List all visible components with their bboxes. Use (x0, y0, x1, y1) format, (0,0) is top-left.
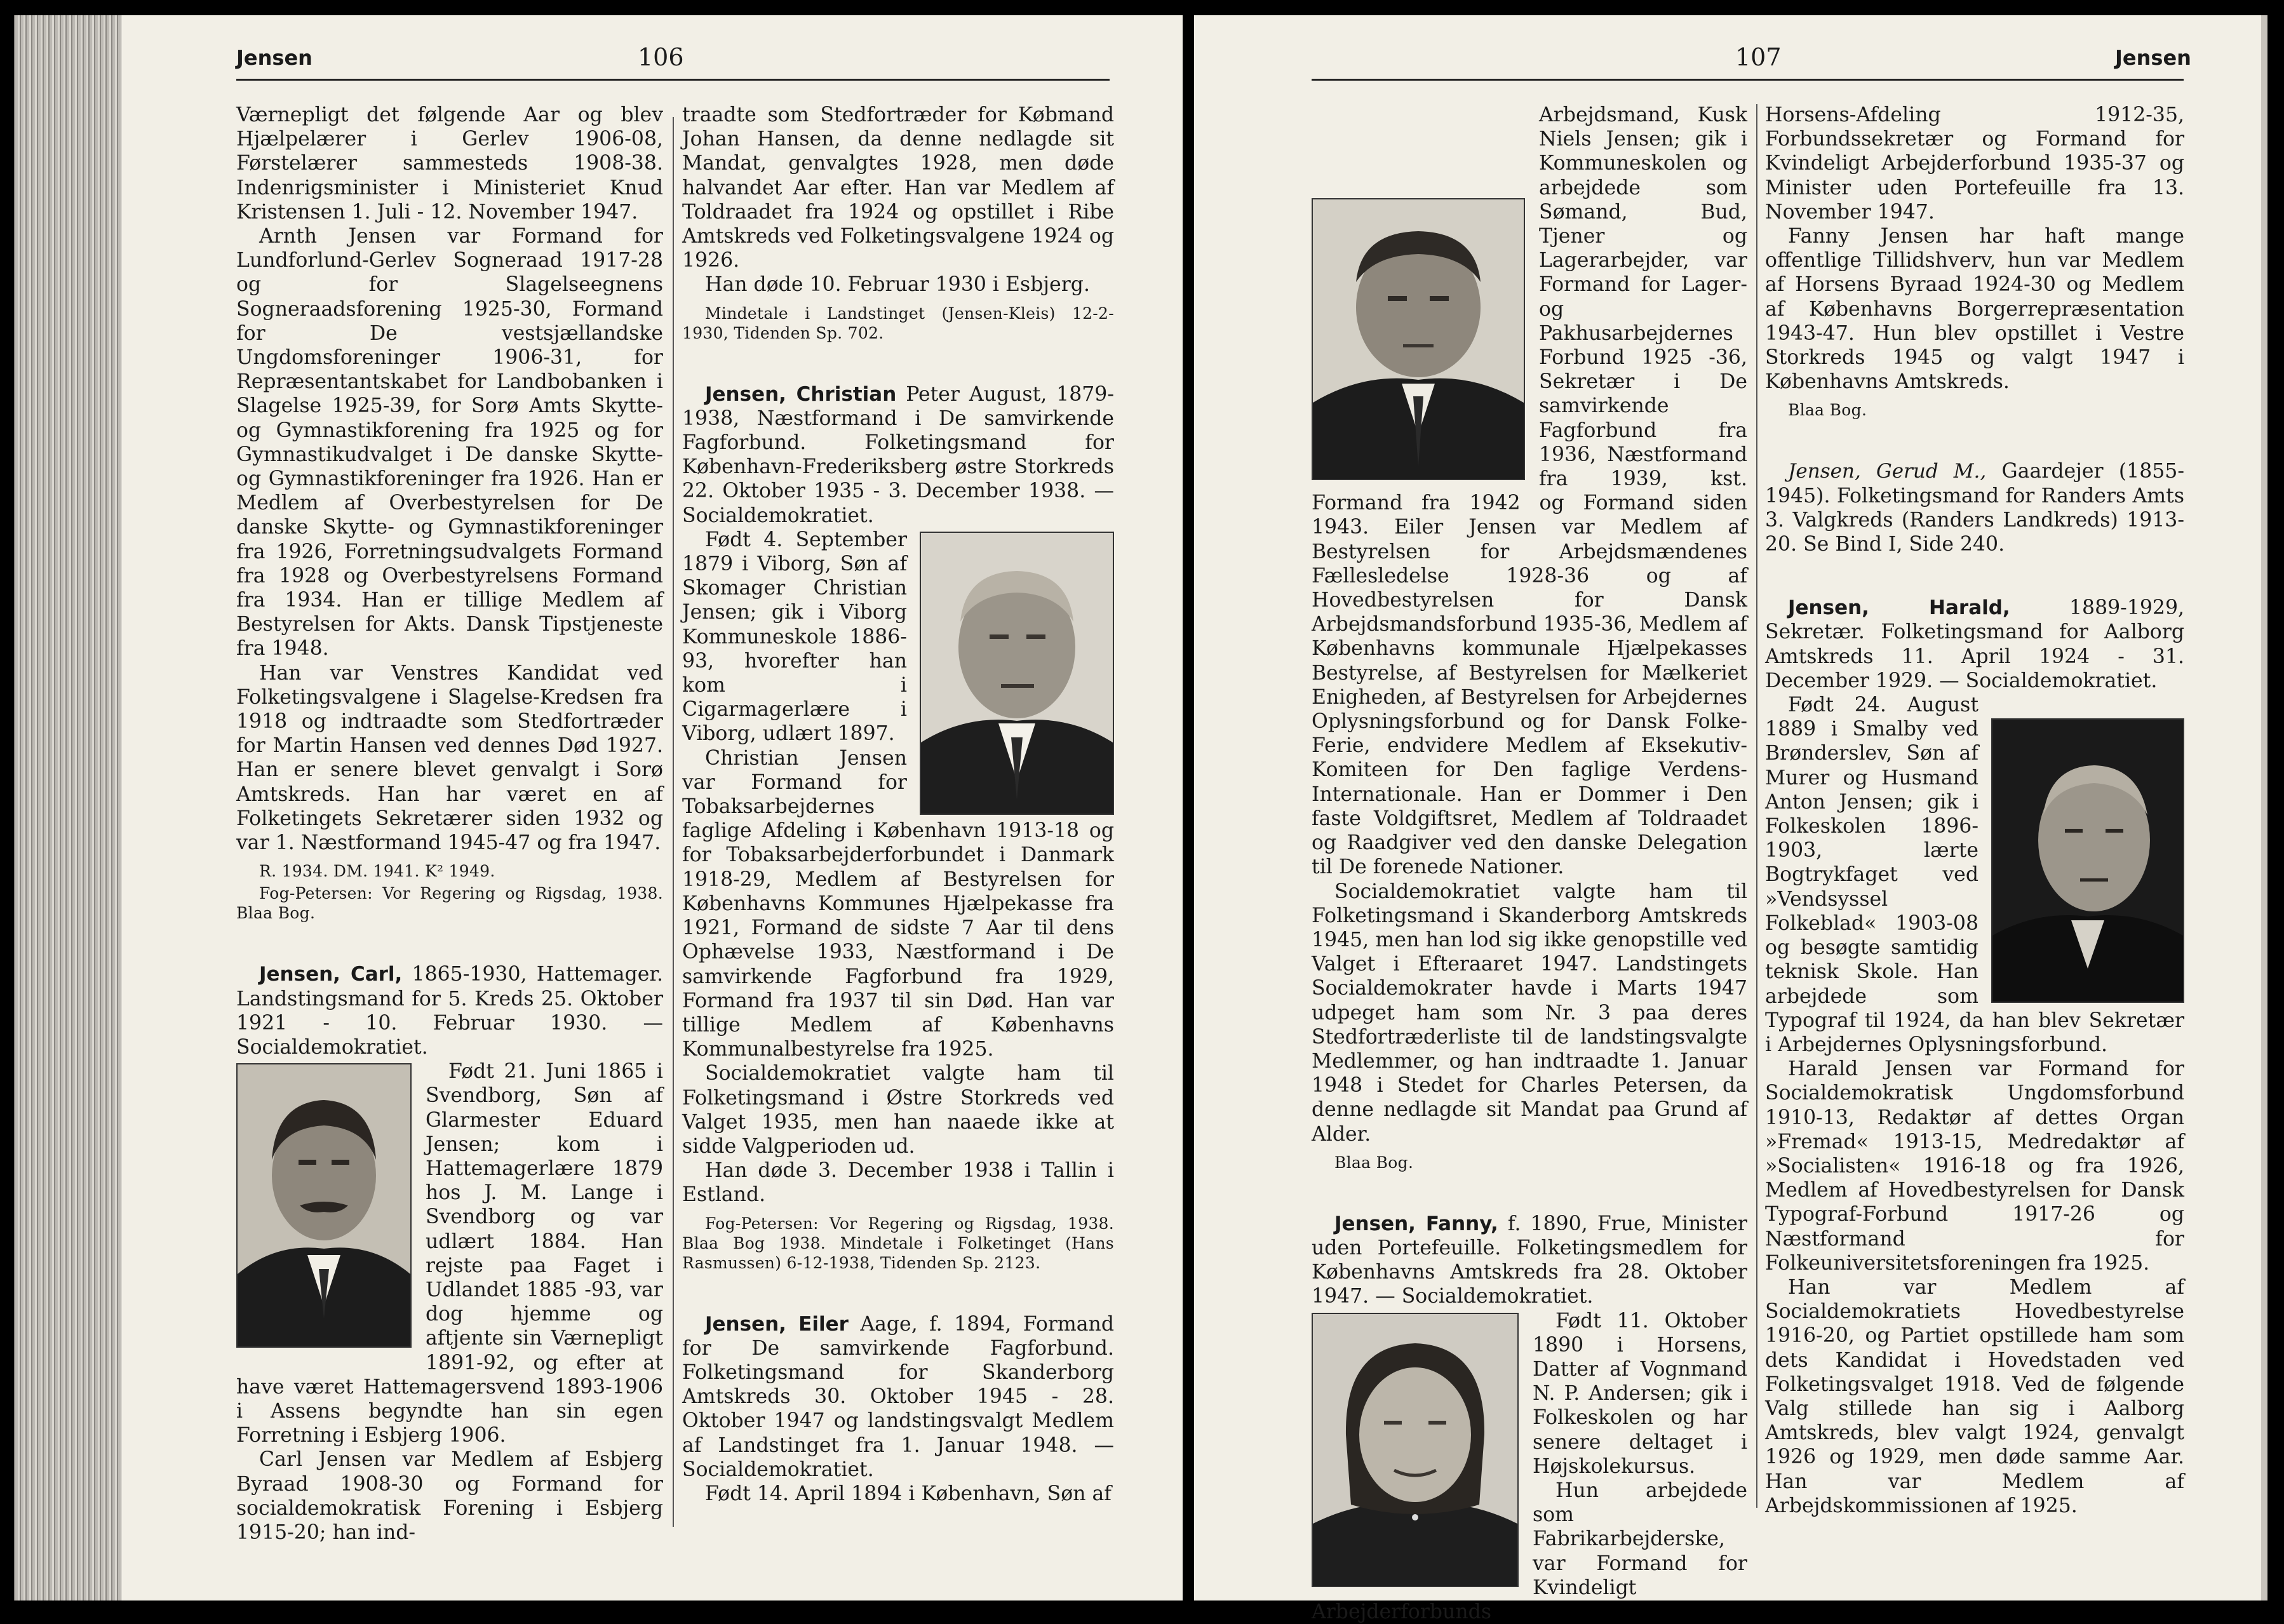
entry-intro: Aage, f. 1894, Formand for De samvirkende Fagforbund. Folketingsmand for Skanderborg Amtskreds 30. Oktober 1945 - 28. Oktober 1947 og landstingsvalgt Medlem af Landstinget fra 1. Januar 1948. — Socialdemokratiet. (682, 1312, 1115, 1481)
paragraph (1312, 103, 1747, 880)
entry-heading (682, 1312, 1114, 1482)
paragraph: Christian Jensen var Formand for Tobaksarbejdernes faglige Afdeling i København 1913-18 og for Tobaksarbejderforbundet i Danmark 1918-29, Medlem af Bestyrelsen for Københavns Kommunes Hjælpekasse fra 1921, Formand de sidste 7 Aar til dens Ophævelse 1933, Næstformand i De samvirkende Fagforbund fra 1929, Formand fra 1937 til sin Død. Han var tillige Medlem af Københavns Kommunalbestyrelse fra 1925. (682, 746, 1114, 1061)
paragraph: Han var Venstres Kandidat ved Folketingsvalgene i Slagelse-Kredsen fra 1918 og indtraadte som Stedfortræder for Martin Hansen ved dennes Død 1927. Han er senere blevet genvalgt i Sorø Amtskreds. Han har været en af Folketingets Sekretærer siden 1932 og var 1. Næstformand 1945-47 og fra 1947. (236, 661, 663, 855)
paragraph: Fanny Jensen har haft mange offentlige Tillidshverv, hun var Medlem af Horsens Byraad 1924-30 og Medlem af Københavns Borgerrepræsentation 1943-47. Hun blev opstillet i Vestre Storkreds 1945 og valgt 1947 i Københavns Amtskreds. (1765, 225, 2184, 394)
paragraph: traadte som Stedfortræder for Købmand Johan Hansen, da denne nedlagde sit Mandat, genvalgtes 1928, men døde halvandet Aar efter. Han var Medlem af Toldraadet fra 1924 og opstillet i Ribe Amtskreds ved Folketingsvalgene 1924 og 1926. (682, 104, 1114, 272)
entry-name: Jensen, Christian (705, 382, 897, 406)
paragraph: Født 21. Juni 1865 i Svendborg, Søn af Glarmester Eduard Jensen; kom i Hattemagerlære 1879 hos J. M. Lange i Svendborg og var udlært 1884. Han rejste paa Faget i Udlandet 1885 -93, var dog hjemme og aftjente sin Værnepligt 1891-92, og efter at have været Hattemagersvend 1893-1906 i Assens begyndte han sin egen Forretning i Esbjerg 1906. (236, 1060, 663, 1447)
source-note: Mindetale i Landstinget (Jensen-Kleis) 12-2-1930, Tidenden Sp. 702. (682, 304, 1114, 342)
entry-gap (1765, 556, 2184, 596)
entry-heading (236, 962, 663, 1059)
text-column-left (236, 103, 663, 1545)
paragraph-text: Født 24. August 1889 i Smalby ved Brønderslev, Søn af Murer og Husmand Anton Jensen; gik i Folkeskolen 1896-1903, lærte Bogtrykfaget ved »Vendsyssel Folkeblad« 1903-08 og besøgte samtidig teknisk Skole. Han arbejdede som Typograf til 1924, da han blev Sekretær i Arbejdernes Oplysningsforbund. (1765, 694, 2184, 1056)
right-page (1194, 15, 2267, 1623)
paragraph: Hun arbejdede som Fabrikarbejderske, var Formand for Kvindeligt Arbejderforbunds (1312, 1479, 1747, 1623)
paragraph: Socialdemokratiet valgte ham til Folketingsmand i Østre Storkreds ved Valget 1935, men han naaede ikke at sidde Valgperioden ud. (682, 1062, 1114, 1158)
entry-heading (1765, 596, 2184, 693)
text-column-right (1765, 103, 2184, 1518)
source-note: Fog-Petersen: Vor Regering og Rigsdag, 1938. Blaa Bog 1938. Mindetale i Folketinget (Hans Rasmussen) 6-12-1938, Tidenden Sp. 2123. (682, 1214, 1114, 1272)
entry-intro: 1889-1929, Sekretær. Folketingsmand for Aalborg Amtskreds 11. April 1924 - 31. December 1929. — Socialdemokratiet. (1765, 596, 2184, 692)
paragraph: Værnepligt det følgende Aar og blev Hjælpelærer i Gerlev 1906-08, Førstelærer sammesteds 1908-38. Indenrigsminister i Ministeriet Knud Kristensen 1. Juli - 12. November 1947. (236, 104, 663, 224)
paragraph: Arnth Jensen var Formand for Lundforlund-Gerlev Sogneraad 1917-28 og for Slagelseegnens Sogneraadsforening 1925-30, Formand for De vestsjællandske Ungdomsforeninger 1906-31, for Repræsentantskabet for Landbobanken i Slagelse 1925-39, for Sorø Amts Skytte- og Gymnastikforening fra 1925 og for Gymnastikudvalget i De danske Skytte- og Gymnastikforeninger fra 1926. Han er Medlem af Overbestyrelsen for De danske Skytte- og Gymnastikforeninger fra 1926, Forretningsudvalgets Formand fra 1928 og Overbestyrelsens Formand fra 1934. Han er tillige Medlem af Bestyrelsen for Akts. Dansk Tipstjeneste fra 1948. (236, 225, 663, 661)
column-rule (1756, 104, 1757, 1508)
paragraph: Horsens-Afdeling 1912-35, Forbundssekretær og Formand for Kvindeligt Arbejderforbund 1935-37 og Minister uden Portefeuille fra 13. November 1947. (1765, 104, 2184, 224)
paragraph: Carl Jensen var Medlem af Esbjerg Byraad 1908-30 og Formand for socialdemokratisk Forening i Esbjerg 1915-20; han ind- (236, 1448, 663, 1544)
page-number: 106 (638, 43, 684, 71)
entry-name: Jensen, Carl, (259, 963, 403, 986)
entry-gap (682, 1273, 1114, 1312)
column-rule (673, 117, 674, 1527)
paragraph-text: Født 4. September 1879 i Viborg, Søn af Skomager Christian Jensen; gik i Viborg Kommuneskole 1886-93, hvorefter han kom i Cigarmagerlære i Viborg, udlært 1897. (682, 528, 907, 746)
entry-intro: Peter August, 1879-1938, Næstformand i De samvirkende Fagforbund. Folketingsmand for København-Frederiksberg østre Storkreds 22. Oktober 1935 - 3. December 1938. — Socialdemokratiet. (682, 382, 1114, 527)
entry-name: Jensen, Gerud M., (1788, 460, 1987, 483)
paragraph: Han døde 3. December 1938 i Tallin i Estland. (682, 1159, 1114, 1207)
portrait-photo (236, 1063, 412, 1348)
paragraph: Harald Jensen var Formand for Socialdemokratisk Ungdomsforbund 1910-13, Redaktør af dettes Organ »Fremad« 1913-15, Medredaktør af »Socialisten« 1916-18 og fra 1926, Medlem af Hovedbestyrelsen for Dansk Typograf-Forbund 1917-26 og Næstformand for Folkeuniversitetsforeningen fra 1925. (1765, 1057, 2184, 1275)
paragraph: Født 11. Oktober 1890 i Horsens, Datter af Vognmand N. P. Andersen; gik i Folkeskolen og har senere deltaget i Højskolekursus. (1533, 1309, 1747, 1478)
paragraph (682, 528, 1114, 746)
paragraph: Født 14. April 1894 i København, Søn af (705, 1482, 1112, 1505)
entry-gap (236, 923, 663, 962)
paragraph (1765, 693, 2184, 1057)
paragraph: Han døde 10. Februar 1930 i Esbjerg. (705, 273, 1090, 297)
portrait-photo (920, 532, 1114, 815)
entry-name: Jensen, Harald, (1788, 596, 2010, 620)
portrait-photo (1312, 198, 1525, 480)
header-rule (1312, 79, 2184, 81)
entry-intro: f. 1890, Frue, Minister uden Portefeuille. Folketingsmedlem for Københavns Amtskreds fra 28. Oktober 1947. — Socialdemokratiet. (1312, 1212, 1747, 1308)
source-note: Blaa Bog. (1788, 401, 1867, 420)
page-edge-stack (14, 15, 122, 1601)
portrait-photo (1991, 718, 2184, 1003)
entry-heading (682, 382, 1114, 528)
entry-intro: 1865-1930, Hattemager. Landstingsmand for 5. Kreds 25. Oktober 1921 - 10. Februar 1930. — Socialdemokratiet. (236, 963, 663, 1059)
source-note: Fog-Petersen: Vor Regering og Rigsdag, 1938. Blaa Bog. (236, 884, 663, 923)
running-head: Jensen (2115, 46, 2191, 70)
entry-gap (1312, 1172, 1747, 1212)
text-column-left (1312, 103, 1747, 1624)
paragraph-text: Arbejdsmand, Kusk Niels Jensen; gik i Kommuneskolen og arbejdede som Sømand, Bud, Tjener og Lagerarbejder, var Formand for Lager- og Pakhusarbejdernes Forbund 1925 -36, Sekretær i De samvirkende Fagforbund fra 1936, Næstformand fra 1939, kst. Formand fra 1942 og Formand siden 1943. Eiler Jensen var Medlem af Bestyrelsen for Arbejdsmændenes Fællesledelse 1928-36 og af Hovedbestyrelsen for Dansk Arbejdsmandsforbund 1935-36, Medlem af Københavns kommunale Hjælpekasses Bestyrelse, af Bestyrelsen for Mælkeriet Enigheden, af Bestyrelsen for Arbejdernes Oplysningsforbund og for Dansk Folke-Ferie, endvidere Medlem af Eksekutiv-Komiteen for Den faglige Verdens-Internationale. Han er Dommer i Den faste Voldgiftsret, Medlem af Toldraadet og Raadgiver ved den danske Delegation til De forenede Nationer. (1312, 104, 1747, 879)
entry-name: Jensen, Fanny, (1334, 1212, 1498, 1235)
paragraph: Socialdemokratiet valgte ham til Folketingsmand i Skanderborg Amtskreds 1945, men han lod sig ikke genopstille ved Valget i Efteraaret 1947. Landstingets Socialdemokrater havde i Marts 1947 udpeget ham som Nr. 3 paa deres Stedfortræderliste til de landstingsvalgte Medlemmer, og han indtraadte 1. Januar 1948 i Stedet for Charles Petersen, da denne nedlagde sit Mandat paa Grund af Alder. (1312, 880, 1747, 1146)
entry-intro: Gaardejer (1855-1945). Folketingsmand for Randers Amts 3. Valgkreds (Randers Landkreds) 1913-20. Se Bind I, Side 240. (1765, 460, 2184, 556)
left-page (14, 15, 1183, 1601)
entry-gap (682, 343, 1114, 382)
source-note: Blaa Bog. (1334, 1153, 1414, 1172)
entry-heading (1312, 1212, 1747, 1309)
header-rule (236, 79, 1110, 81)
entry-heading (1765, 459, 2184, 556)
entry-name: Jensen, Eiler (705, 1312, 849, 1336)
text-column-right (682, 103, 1114, 1506)
source-note: R. 1934. DM. 1941. K² 1949. (259, 862, 495, 881)
entry-gap (1765, 420, 2184, 459)
page-edge (2261, 15, 2267, 1601)
paragraph: Han var Medlem af Socialdemokratiets Hovedbestyrelse 1916-20, og Partiet opstillede ham som dets Kandidat i Hovedstaden ved Folketingsvalget 1918. Ved de følgende Valg stillede han sig i Aalborg Amtskreds, blev valgt 1924, genvalgt 1926 og 1929, men døde samme Aar. Han var Medlem af Arbejdskommissionen af 1925. (1765, 1275, 2184, 1517)
running-head: Jensen (236, 46, 312, 70)
page-number: 107 (1735, 43, 1782, 71)
portrait-photo (1312, 1313, 1519, 1587)
